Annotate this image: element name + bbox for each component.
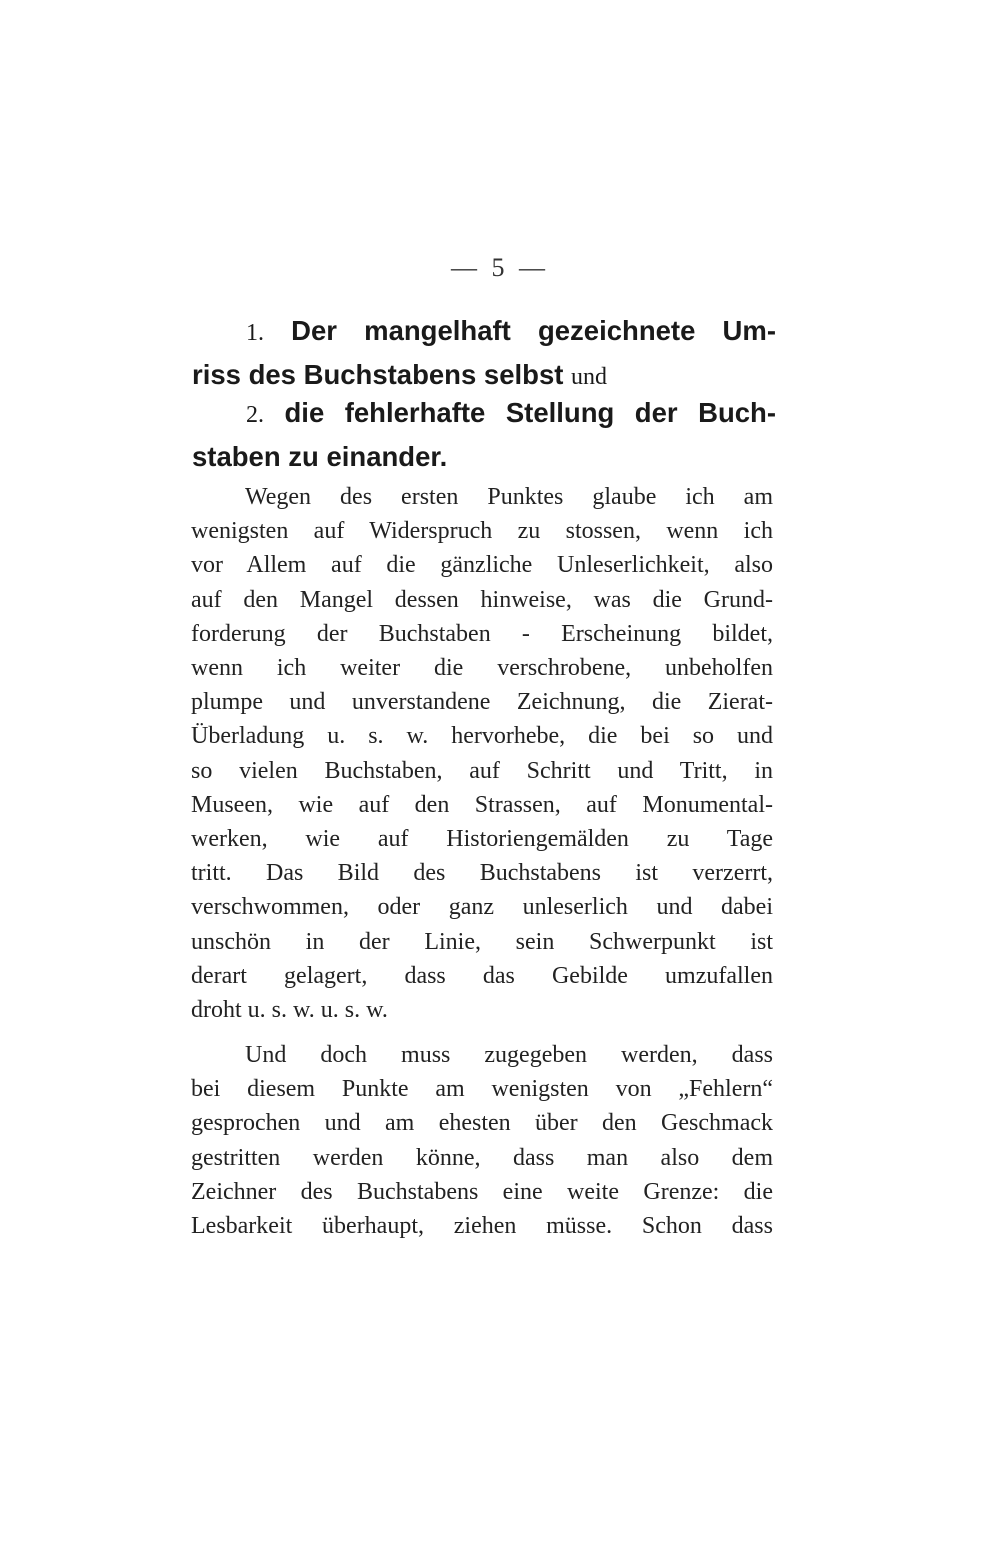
paragraph-line: vor Allem auf die gänzliche Unleserlichkeit, also <box>191 552 773 579</box>
paragraph-line: droht u. s. w. u. s. w. <box>191 997 388 1024</box>
paragraph-line: so vielen Buchstaben, auf Schritt und Tritt, in <box>191 757 773 784</box>
heading-2-text-line-2: staben zu einander. <box>192 441 448 472</box>
heading-2-text-line-1: die fehlerhafte Stellung der Buch- <box>284 397 776 428</box>
paragraph-2 <box>191 1038 773 1243</box>
heading-1-line-1 <box>192 310 776 354</box>
heading-2-line-1 <box>192 392 776 436</box>
heading-2-line-2 <box>192 436 776 477</box>
heading-item-2 <box>192 392 776 477</box>
paragraph-line: tritt. Das Bild des Buchstabens ist verzerrt, <box>191 860 773 887</box>
paragraph-line: werken, wie auf Historiengemälden zu Tage <box>191 826 773 853</box>
heading-1-number: 1. <box>246 320 264 346</box>
paragraph-line: bei diesem Punkte am wenigsten von „Fehlern“ <box>191 1076 773 1103</box>
paragraph-line: Überladung u. s. w. hervorhebe, die bei so und <box>191 723 773 750</box>
paragraph-line: gestritten werden könne, dass man also dem <box>191 1144 773 1171</box>
paragraph-line: forderung der Buchstaben - Erscheinung bildet, <box>191 620 773 647</box>
page-number: — 5 — <box>451 253 549 282</box>
heading-1-text-line-2: riss des Buchstabens selbst <box>192 359 564 390</box>
heading-2-number: 2. <box>246 402 264 428</box>
paragraph-line: wenigsten auf Widerspruch zu stossen, wenn ich <box>191 518 773 545</box>
paragraph-line: verschwommen, oder ganz unleserlich und dabei <box>191 894 773 921</box>
paragraph-line: Museen, wie auf den Strassen, auf Monumental- <box>191 791 773 818</box>
paragraph-line: Und doch muss zugegeben werden, dass <box>245 1042 773 1068</box>
paragraph-line: wenn ich weiter die verschrobene, unbeholfen <box>191 655 773 682</box>
heading-item-1 <box>192 310 776 398</box>
heading-1-text-line-1: Der mangelhaft gezeichnete Um- <box>291 315 776 346</box>
paragraph-line: unschön in der Linie, sein Schwerpunkt ist <box>191 928 773 955</box>
paragraph-line: Wegen des ersten Punktes glaube ich am <box>245 484 773 510</box>
paragraph-line: Lesbarkeit überhaupt, ziehen müsse. Schon dass <box>191 1213 773 1240</box>
paragraph-line: gesprochen und am ehesten über den Geschmack <box>191 1110 773 1137</box>
paragraph-line: Zeichner des Buchstabens eine weite Grenze: die <box>191 1178 773 1205</box>
paragraph-line: auf den Mangel dessen hinweise, was die Grund- <box>191 586 773 613</box>
heading-1-trailing-word: und <box>571 364 608 390</box>
paragraph-line: derart gelagert, dass das Gebilde umzufallen <box>191 962 773 989</box>
paragraph-1 <box>191 480 773 1027</box>
paragraph-line: plumpe und unverstandene Zeichnung, die Zierat- <box>191 689 773 716</box>
